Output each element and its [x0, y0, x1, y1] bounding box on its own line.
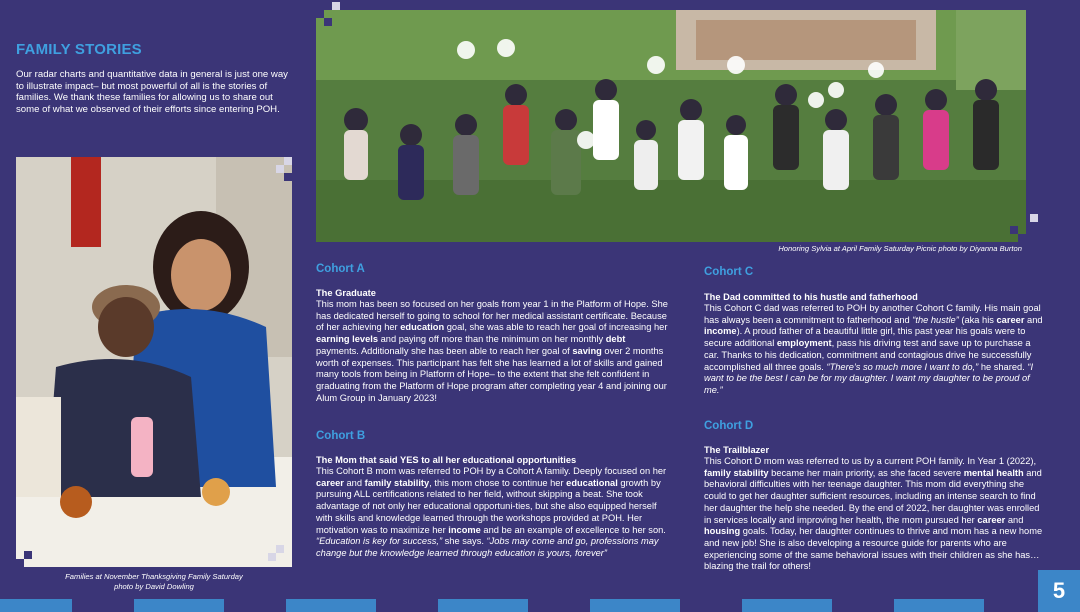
cohort-a-heading: Cohort A [316, 263, 365, 275]
cohort-a-story: This mom has been so focused on her goals from year 1 in the Platform of Hope. She has dedicated herself to going to school for her medical assistant certificate. Because of her achieving her education goal, she was able to reach her goal of increasing her earning levels and paying off more than the minimum on her monthly debt payments. Additionally she has been able to reach her goal of saving over 2 months worth of expenses. This participant has felt she has learned a lot of skills and gained many tools from being in Platform of Hope– to the extent that she felt confident in graduating from the Platform of Hope program after completing year 4 and joining our Alum Group in January 2023! [316, 299, 668, 403]
pixel-decoration [1010, 226, 1018, 234]
pixel-decoration [268, 553, 276, 561]
pixel-decoration [16, 559, 24, 567]
cohort-c-subtitle: The Dad committed to his hustle and fatherhood [704, 292, 918, 302]
page-number-badge [1038, 570, 1080, 612]
pixel-decoration [332, 2, 340, 10]
footer-bar-segment [894, 599, 984, 612]
pixel-decoration [1030, 214, 1038, 222]
pixel-decoration [276, 545, 284, 553]
footer-bar-segment [134, 599, 224, 612]
footer-bar-segment [0, 599, 72, 612]
footer-bar-segment [438, 599, 528, 612]
cohort-c-story: This Cohort C dad was referred to POH by another Cohort C family. His main goal has always been a commitment to fatherhood and “the hustle” (aka his career and income). A proud father of a beautiful little girl, this past year his goals were to secure additional employment, pass his driving test and save up to purchase a car. Thanks to his dedication, commitment and contagious drive he successfully accomplished all three goals. “There’s so much more I want to do,” he shared. “I want to be the best I can be for my daughter. I want my daughter to be proud of me.” [704, 303, 1043, 395]
intro-paragraph: Our radar charts and quantitative data in general is just one way to illustrate impact– but most powerful of all is the stories of families. We thank these families for allowing us to share out some of what we observed of their efforts since entering POH. [16, 69, 288, 115]
cohort-c-heading: Cohort C [704, 266, 754, 278]
left-caption-line1: Families at November Thanksgiving Family Saturday [65, 572, 243, 581]
pixel-decoration [324, 18, 332, 26]
footer-bar-segment [590, 599, 680, 612]
cohort-a-subtitle: The Graduate [316, 288, 376, 298]
pixel-decoration [24, 551, 32, 559]
thanksgiving-photo [16, 157, 292, 567]
left-caption-line2: photo by David Dowling [114, 581, 194, 591]
left-photo-caption [16, 572, 292, 591]
page-number: 5 [1052, 578, 1066, 603]
pixel-decoration [284, 157, 292, 165]
group-picnic-photo [316, 10, 1026, 242]
pixel-decoration [316, 10, 324, 18]
cohort-d-heading: Cohort D [704, 420, 754, 432]
footer-bar-segment [286, 599, 376, 612]
cohort-d-subtitle: The Trailblazer [704, 445, 770, 455]
cohort-b-story: This Cohort B mom was referred to POH by a Cohort A family. Deeply focused on her career and family stability, this mom chose to continue her educational growth by pursuing ALL certifications related to her field, without skipping a beat. She took advantage of not only her educational opportuni-ties, but she also equipped herself with skills and knowledge learned through the workshops provided at POH. Her motivation was to maximize her income and be an example of excellence to her son. “Education is key for success,” she says. “Jobs may come and go, professions may change but the knowledge learned through education is yours, forever” [316, 466, 667, 558]
group-picnic-illustration [316, 10, 1026, 242]
pixel-decoration [276, 165, 284, 173]
pixel-decoration [284, 173, 292, 181]
pixel-decoration [1018, 234, 1026, 242]
section-title: FAMILY STORIES [16, 41, 142, 58]
footer-bar-segment [742, 599, 832, 612]
cohort-d-story: This Cohort D mom was referred to us by a current POH family. In Year 1 (2022), family stability became her main priority, as she faced severe mental health and behavioral difficulties with her teenage daughter. This mom did everything she could to get her daughter sufficient resources, including an intense search to find her daughter the help she needed. By the end of 2022, her daughter was enrolled in services locally and improving her health, the mom pursued her career and housing goals. Today, her daughter continues to thrive and mom has a new home and new job! She is also developing a resource guide for parents who are experiencing some of the same behavioral issues with their children as she has… blazing the trail for others! [704, 456, 1043, 572]
thanksgiving-illustration [16, 157, 292, 567]
cohort-b-subtitle: The Mom that said YES to all her educational opportunities [316, 455, 577, 465]
cohort-b-heading: Cohort B [316, 430, 366, 442]
top-photo-caption: Honoring Sylvia at April Family Saturday Picnic photo by Diyanna Burton [778, 244, 1022, 253]
